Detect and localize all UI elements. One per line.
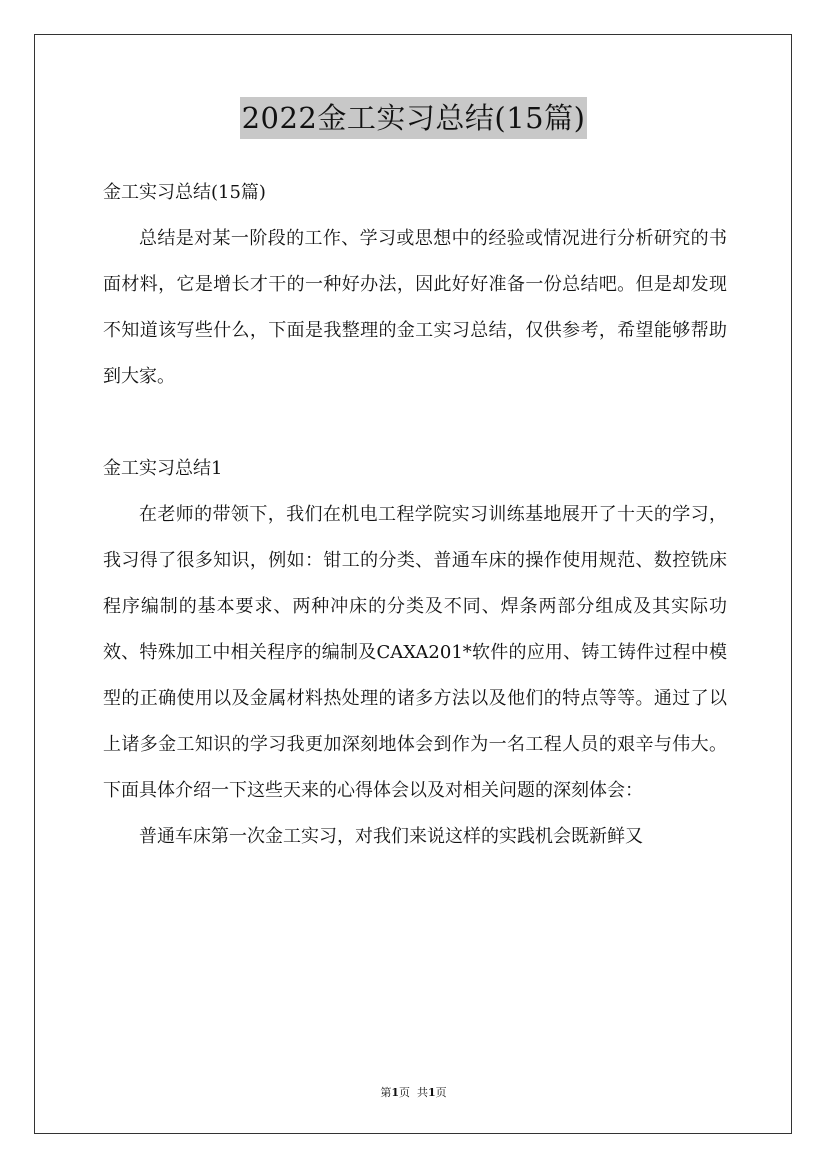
section-paragraph: 在老师的带领下，我们在机电工程学院实习训练基地展开了十天的学习，我习得了很多知识，例如：钳工的分类、普通车床的操作使用规范、数控铣床程序编制的基本要求、两种冲床的分类及不同、焊条两部分组成及其实际功效、特殊加工中相关程序的编制及CAXA201*软件的应用、铸工铸件过程中模型的正确使用以及金属材料热处理的诸多方法以及他们的特点等等。通过了以上诸多金工知识的学习我更加深刻地体会到作为一名工程人员的艰辛与伟大。下面具体介绍一下这些天来的心得体会以及对相关问题的深刻体会：: [103, 504, 727, 801]
document-title-text: 2022金工实习总结(15篇): [240, 97, 588, 139]
section-heading: 金工实习总结1: [103, 458, 223, 479]
document-title: [0, 97, 827, 139]
paragraph-gap: [103, 400, 727, 446]
document-body: [103, 170, 727, 860]
total-pages: 1: [428, 1086, 436, 1099]
page-footer: [0, 1084, 827, 1100]
total-suffix: 页: [435, 1086, 447, 1099]
section-paragraph: 普通车床第一次金工实习，对我们来说这样的实践机会既新鲜又: [139, 826, 643, 847]
page-mid: 页: [399, 1086, 410, 1099]
page-number: 1: [391, 1086, 399, 1099]
intro-paragraph: 总结是对某一阶段的工作、学习或思想中的经验或情况进行分析研究的书面材料，它是增长才干的一种好办法，因此好好准备一份总结吧。但是却发现不知道该写些什么，下面是我整理的金工实习总结，仅供参考，希望能够帮助到大家。: [103, 228, 727, 387]
page-prefix: 第: [380, 1086, 392, 1099]
document-subtitle: 金工实习总结(15篇): [103, 182, 266, 203]
total-prefix: 共: [417, 1086, 428, 1099]
